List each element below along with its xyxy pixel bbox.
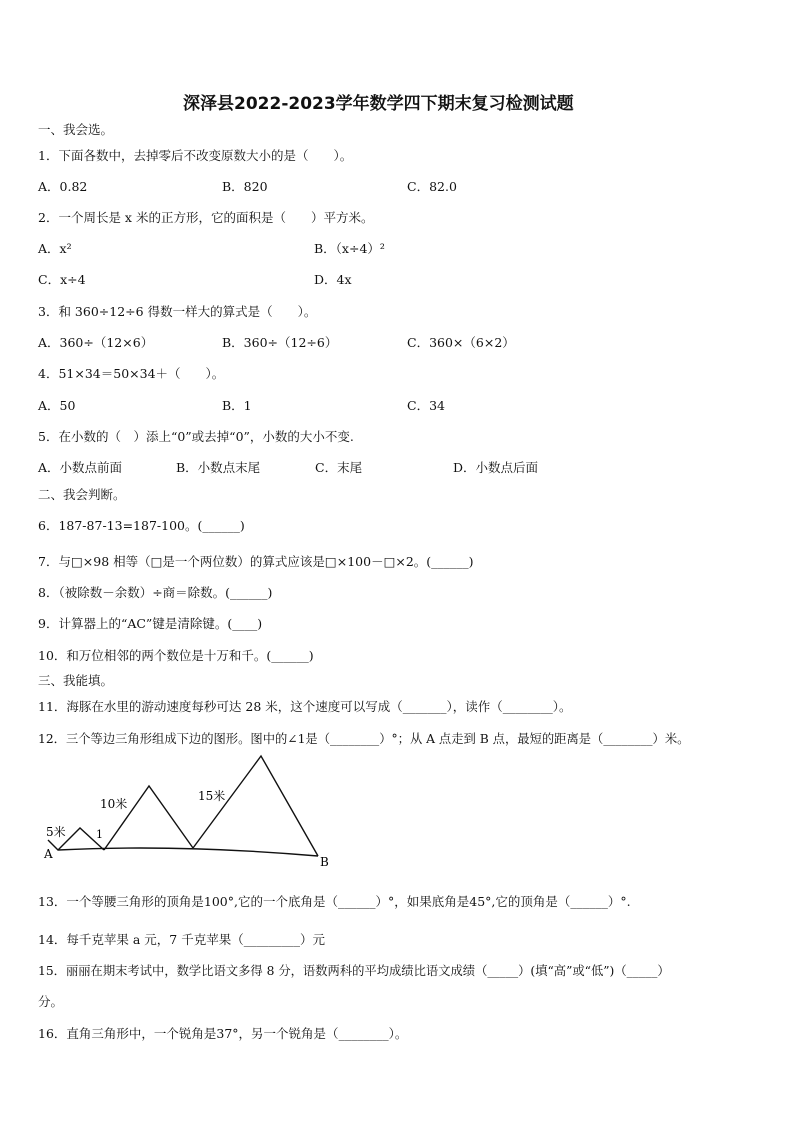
q4-option-a[interactable]: A．50 bbox=[38, 398, 76, 413]
middle-triangle bbox=[104, 786, 193, 850]
q2-option-b[interactable]: B．（x÷4）² bbox=[314, 241, 385, 256]
question-9: 9．计算器上的“AC”键是清除键。(____) bbox=[38, 616, 263, 631]
question-15-end: 分。 bbox=[38, 994, 64, 1009]
q3-option-b[interactable]: B．360÷（12÷6） bbox=[222, 335, 338, 350]
q5-option-b[interactable]: B．小数点末尾 bbox=[176, 460, 261, 475]
question-1: 1．下面各数中，去掉零后不改变原数大小的是（ ）。 bbox=[38, 148, 353, 163]
section-heading-fill: 三、我能填。 bbox=[38, 673, 114, 688]
q1-option-a[interactable]: A．0.82 bbox=[38, 179, 88, 194]
question-16: 16．直角三角形中，一个锐角是37°，另一个锐角是（________）。 bbox=[38, 1026, 408, 1041]
question-4: 4．51×34＝50×34＋（ ）。 bbox=[38, 366, 225, 381]
page-title: 深泽县2022-2023学年数学四下期末复习检测试题 bbox=[183, 94, 574, 114]
question-5: 5．在小数的（ ）添上“0”或去掉“0”，小数的大小不变. bbox=[38, 429, 354, 444]
q3-option-a[interactable]: A．360÷（12×6） bbox=[38, 335, 154, 350]
q5-option-c[interactable]: C．末尾 bbox=[315, 460, 363, 475]
question-2: 2．一个周长是 x 米的正方形，它的面积是（ ）平方米。 bbox=[38, 210, 374, 225]
question-11: 11．海豚在水里的游动速度每秒可达 28 米，这个速度可以写成（_______），读作（________）。 bbox=[38, 699, 572, 714]
question-12: 12．三个等边三角形组成下边的图形。图中的∠1是（________）°；从 A 点走到 B 点，最短的距离是（________）米。 bbox=[38, 732, 690, 746]
q2-option-c[interactable]: C．x÷4 bbox=[38, 272, 86, 287]
triangles-figure bbox=[38, 748, 338, 873]
section-heading-judge: 二、我会判断。 bbox=[38, 487, 126, 502]
q1-option-c[interactable]: C．82.0 bbox=[407, 179, 457, 194]
q4-option-b[interactable]: B．1 bbox=[222, 398, 252, 413]
label-10m: 10米 bbox=[100, 797, 128, 811]
question-10: 10．和万位相邻的两个数位是十万和千。(______) bbox=[38, 648, 314, 663]
q5-option-d[interactable]: D．小数点后面 bbox=[453, 460, 539, 475]
question-15: 15．丽丽在期末考试中，数学比语文多得 8 分，语数两科的平均成绩比语文成绩（_____）(填“高”或“低”)（_____） bbox=[38, 964, 670, 978]
label-point-b: B bbox=[320, 855, 329, 869]
q5-option-a[interactable]: A．小数点前面 bbox=[38, 460, 123, 475]
section-heading-choice: 一、我会选。 bbox=[38, 122, 114, 137]
question-3: 3．和 360÷12÷6 得数一样大的算式是（ ）。 bbox=[38, 304, 317, 319]
q3-option-c[interactable]: C．360×（6×2） bbox=[407, 335, 515, 350]
label-point-a: A bbox=[44, 847, 53, 861]
question-13: 13．一个等腰三角形的顶角是100°,它的一个底角是（______）°，如果底角是45°,它的顶角是（______）°. bbox=[38, 894, 631, 909]
q2-option-d[interactable]: D．4x bbox=[314, 272, 352, 287]
large-triangle bbox=[193, 756, 318, 856]
label-15m: 15米 bbox=[198, 789, 226, 803]
q1-option-b[interactable]: B．820 bbox=[222, 179, 268, 194]
question-7: 7．与□×98 相等（□是一个两位数）的算式应该是□×100－□×2。(______) bbox=[38, 554, 474, 569]
q2-option-a[interactable]: A．x² bbox=[38, 241, 72, 256]
question-6: 6．187-87-13=187-100。(______) bbox=[38, 518, 245, 533]
label-angle-1: 1 bbox=[96, 828, 103, 841]
question-14: 14．每千克苹果 a 元，7 千克苹果（_________）元 bbox=[38, 932, 325, 947]
q4-option-c[interactable]: C．34 bbox=[407, 398, 445, 413]
base-line bbox=[48, 840, 318, 856]
question-8: 8．（被除数－余数）÷商＝除数。(______) bbox=[38, 585, 273, 600]
label-5m: 5米 bbox=[46, 825, 66, 839]
